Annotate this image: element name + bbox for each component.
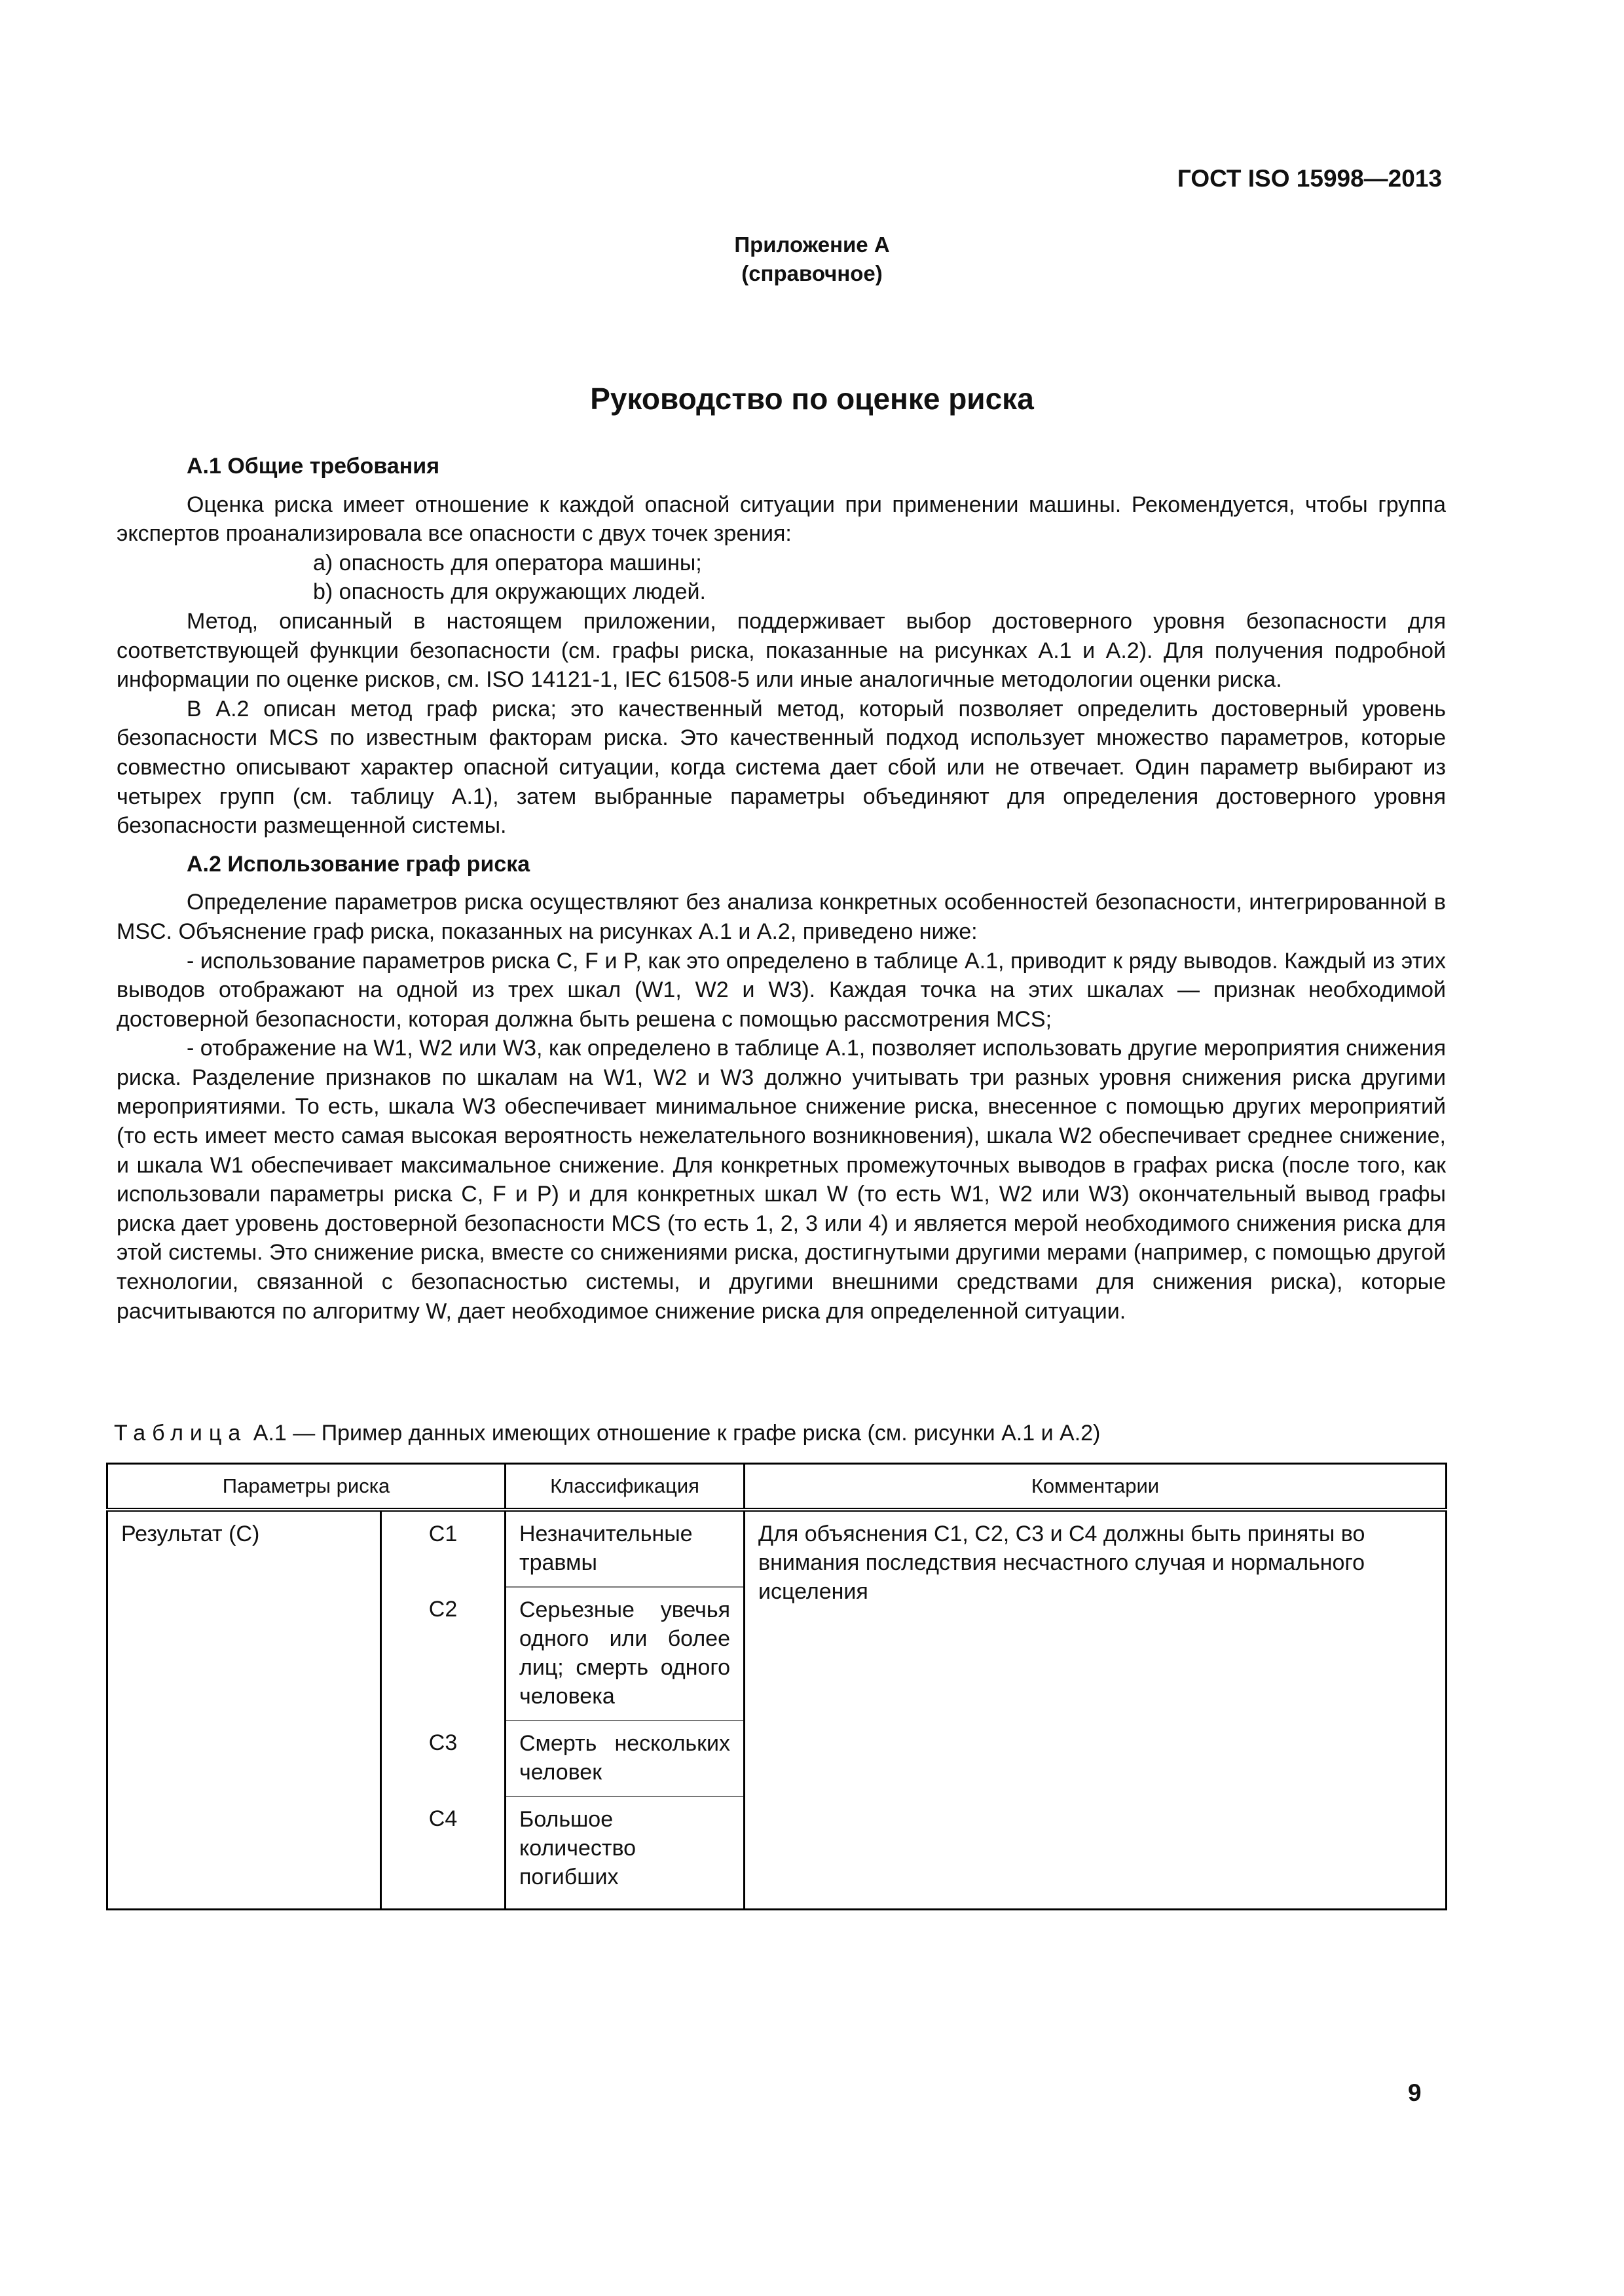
paragraph: Определение параметров риска осуществляют без анализа конкретных особенностей безопасности, интегрированной в MSC. Объяснение граф риска, показанных на рисунках А.1 и А.2, приведено ниже: [117, 890, 1446, 944]
annex-type: (справочное) [741, 261, 883, 285]
page-title: Руководство по оценке риска [590, 382, 1034, 416]
table-caption-text: А.1 — Пример данных имеющих отношение к графе риска (см. рисунки А.1 и А.2) [253, 1421, 1101, 1446]
table-caption [114, 1421, 1100, 1446]
document-body [117, 452, 1446, 1326]
page-number: 9 [1408, 2079, 1422, 2106]
classification-cell: Серьезные увечья одного или более лиц; смерть одного человека [506, 1587, 745, 1721]
parameter-cell: Результат (С) [107, 1510, 381, 1910]
paragraph: Метод, описанный в настоящем приложении, поддерживает выбор достоверного уровня безопасности для соответствующей функции безопасности (см. графы риска, показанные на рисунках А.1 и А.2). Для получения подробной информации по оценке рисков, см. ISO 14121-1, IEC 61508-5 или иные аналогичные методологии оценки риска. [117, 608, 1446, 693]
paragraph: Оценка риска имеет отношение к каждой опасной ситуации при применении машины. Рекомендуется, чтобы группа экспертов проанализировала все опасности с двух точек зрения: [117, 492, 1446, 547]
paragraph: - отображение на W1, W2 или W3, как определено в таблице А.1, позволяет использовать другие мероприятия снижения риска. Разделение признаков по шкалам на W1, W2 и W3 должно учитывать три разных уровня снижения риска другими мероприятиями. То есть, шкала W3 обеспечивает минимальное снижение риска, внесенное с помощью других мероприятий (то есть имеет место самая высокая вероятность нежелательного возникновения), шкала W2 обеспечивает среднее снижение, и шкала W1 обеспечивает максимальное снижение. Для конкретных промежуточных выводов в графах риска (после того, как использовали параметры риска C, F и P) и для конкретных шкал W (то есть W1, W2 или W3) окончательный вывод графы риска дает уровень достоверной безопасности MCS (то есть 1, 2, 3 или 4) и является мерой необходимого снижения риска для этой системы. Это снижение риска, вместе со снижениями риска, достигнутыми другими мерами (например, с помощью другой технологии, связанной с безопасностью системы, и другими внешними средствами для снижения риска), которые расчитываются по алгоритму W, дает необходимое снижение риска для определенной ситуации. [117, 1036, 1446, 1324]
paragraph: В А.2 описан метод граф риска; это качественный метод, который позволяет определить достоверный уровень безопасности MCS по известным факторам риска. Это качественный подход использует множество параметров, которые совместно описывают характер опасной ситуации, когда система дает сбой или не отвечает. Один параметр выбирают из четырех групп (см. таблицу А.1), затем выбранные параметры объединяют для определения достоверного уровня безопасности размещенной системы. [117, 696, 1446, 839]
classification-cell: Незначительные травмы [506, 1510, 745, 1587]
section-heading: А.1 Общие требования [187, 454, 440, 479]
code-cell: С3 [381, 1721, 506, 1796]
paragraph: - использование параметров риска C, F и P, как это определено в таблице А.1, приводит к ряду выводов. Каждый из этих выводов отображают на одной из трех шкал (W1, W2 и W3). Каждая точка на этих шкалах — признак необходимой достоверной безопасности, которая должна быть решена с помощью рассмотрения MCS; [117, 948, 1446, 1032]
code-cell: С4 [381, 1796, 506, 1910]
classification-cell: Смерть нескольких человек [506, 1721, 745, 1796]
classification-cell: Большое количество погибших [506, 1796, 745, 1910]
annex-title: Приложение А [734, 232, 890, 257]
section-heading: А.2 Использование граф риска [187, 851, 530, 877]
standard-code: ГОСТ ISO 15998—2013 [1177, 165, 1442, 192]
comment-cell: Для объяснения С1, С2, С3 и С4 должны быть приняты во внимания последствия несчастного случая и нормального исцеления [745, 1510, 1447, 1910]
table-row [107, 1510, 1447, 1587]
annex-heading [0, 230, 1624, 288]
code-cell: С1 [381, 1510, 506, 1587]
list-item: b) опасность для окружающих людей. [313, 579, 706, 605]
risk-parameters-table [106, 1463, 1447, 1910]
list-item: а) опасность для оператора машины; [313, 550, 702, 575]
table-caption-label: Таблица [114, 1421, 248, 1446]
table-header-comments: Комментарии [745, 1464, 1447, 1510]
code-cell: С2 [381, 1587, 506, 1721]
table-header-parameters: Параметры риска [107, 1464, 506, 1510]
table-header-classification: Классификация [506, 1464, 745, 1510]
